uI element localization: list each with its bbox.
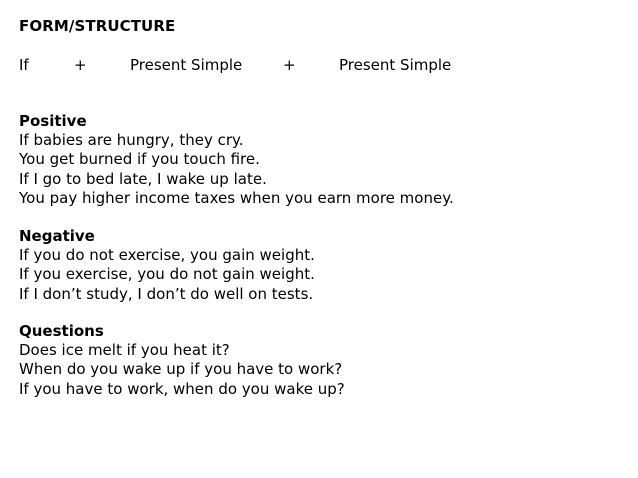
question-example: Does ice melt if you heat it?	[19, 341, 230, 360]
slide-title: FORM/STRUCTURE	[19, 17, 176, 35]
formula-if: If	[19, 56, 29, 74]
positive-example: If I go to bed late, I wake up late.	[19, 169, 267, 188]
negative-heading: Negative	[19, 227, 95, 245]
formula-plus-2: +	[283, 56, 296, 74]
negative-section	[19, 227, 315, 304]
positive-example: If babies are hungry, they cry.	[19, 131, 244, 150]
positive-section	[19, 112, 454, 208]
negative-example: If you do not exercise, you gain weight.	[19, 246, 315, 265]
questions-heading: Questions	[19, 322, 104, 340]
formula-row	[0, 55, 638, 75]
formula-present-simple-2: Present Simple	[339, 56, 452, 74]
positive-example: You pay higher income taxes when you earn more money.	[19, 188, 454, 207]
formula-present-simple-1: Present Simple	[130, 56, 243, 74]
negative-example: If you exercise, you do not gain weight.	[19, 265, 315, 284]
positive-heading: Positive	[19, 112, 87, 130]
negative-example: If I don’t study, I don’t do well on tests.	[19, 284, 314, 303]
question-example: When do you wake up if you have to work?	[19, 360, 343, 379]
formula-plus-1: +	[74, 56, 87, 74]
question-example: If you have to work, when do you wake up?	[19, 379, 345, 398]
positive-example: You get burned if you touch fire.	[19, 150, 260, 169]
questions-section	[19, 322, 345, 399]
